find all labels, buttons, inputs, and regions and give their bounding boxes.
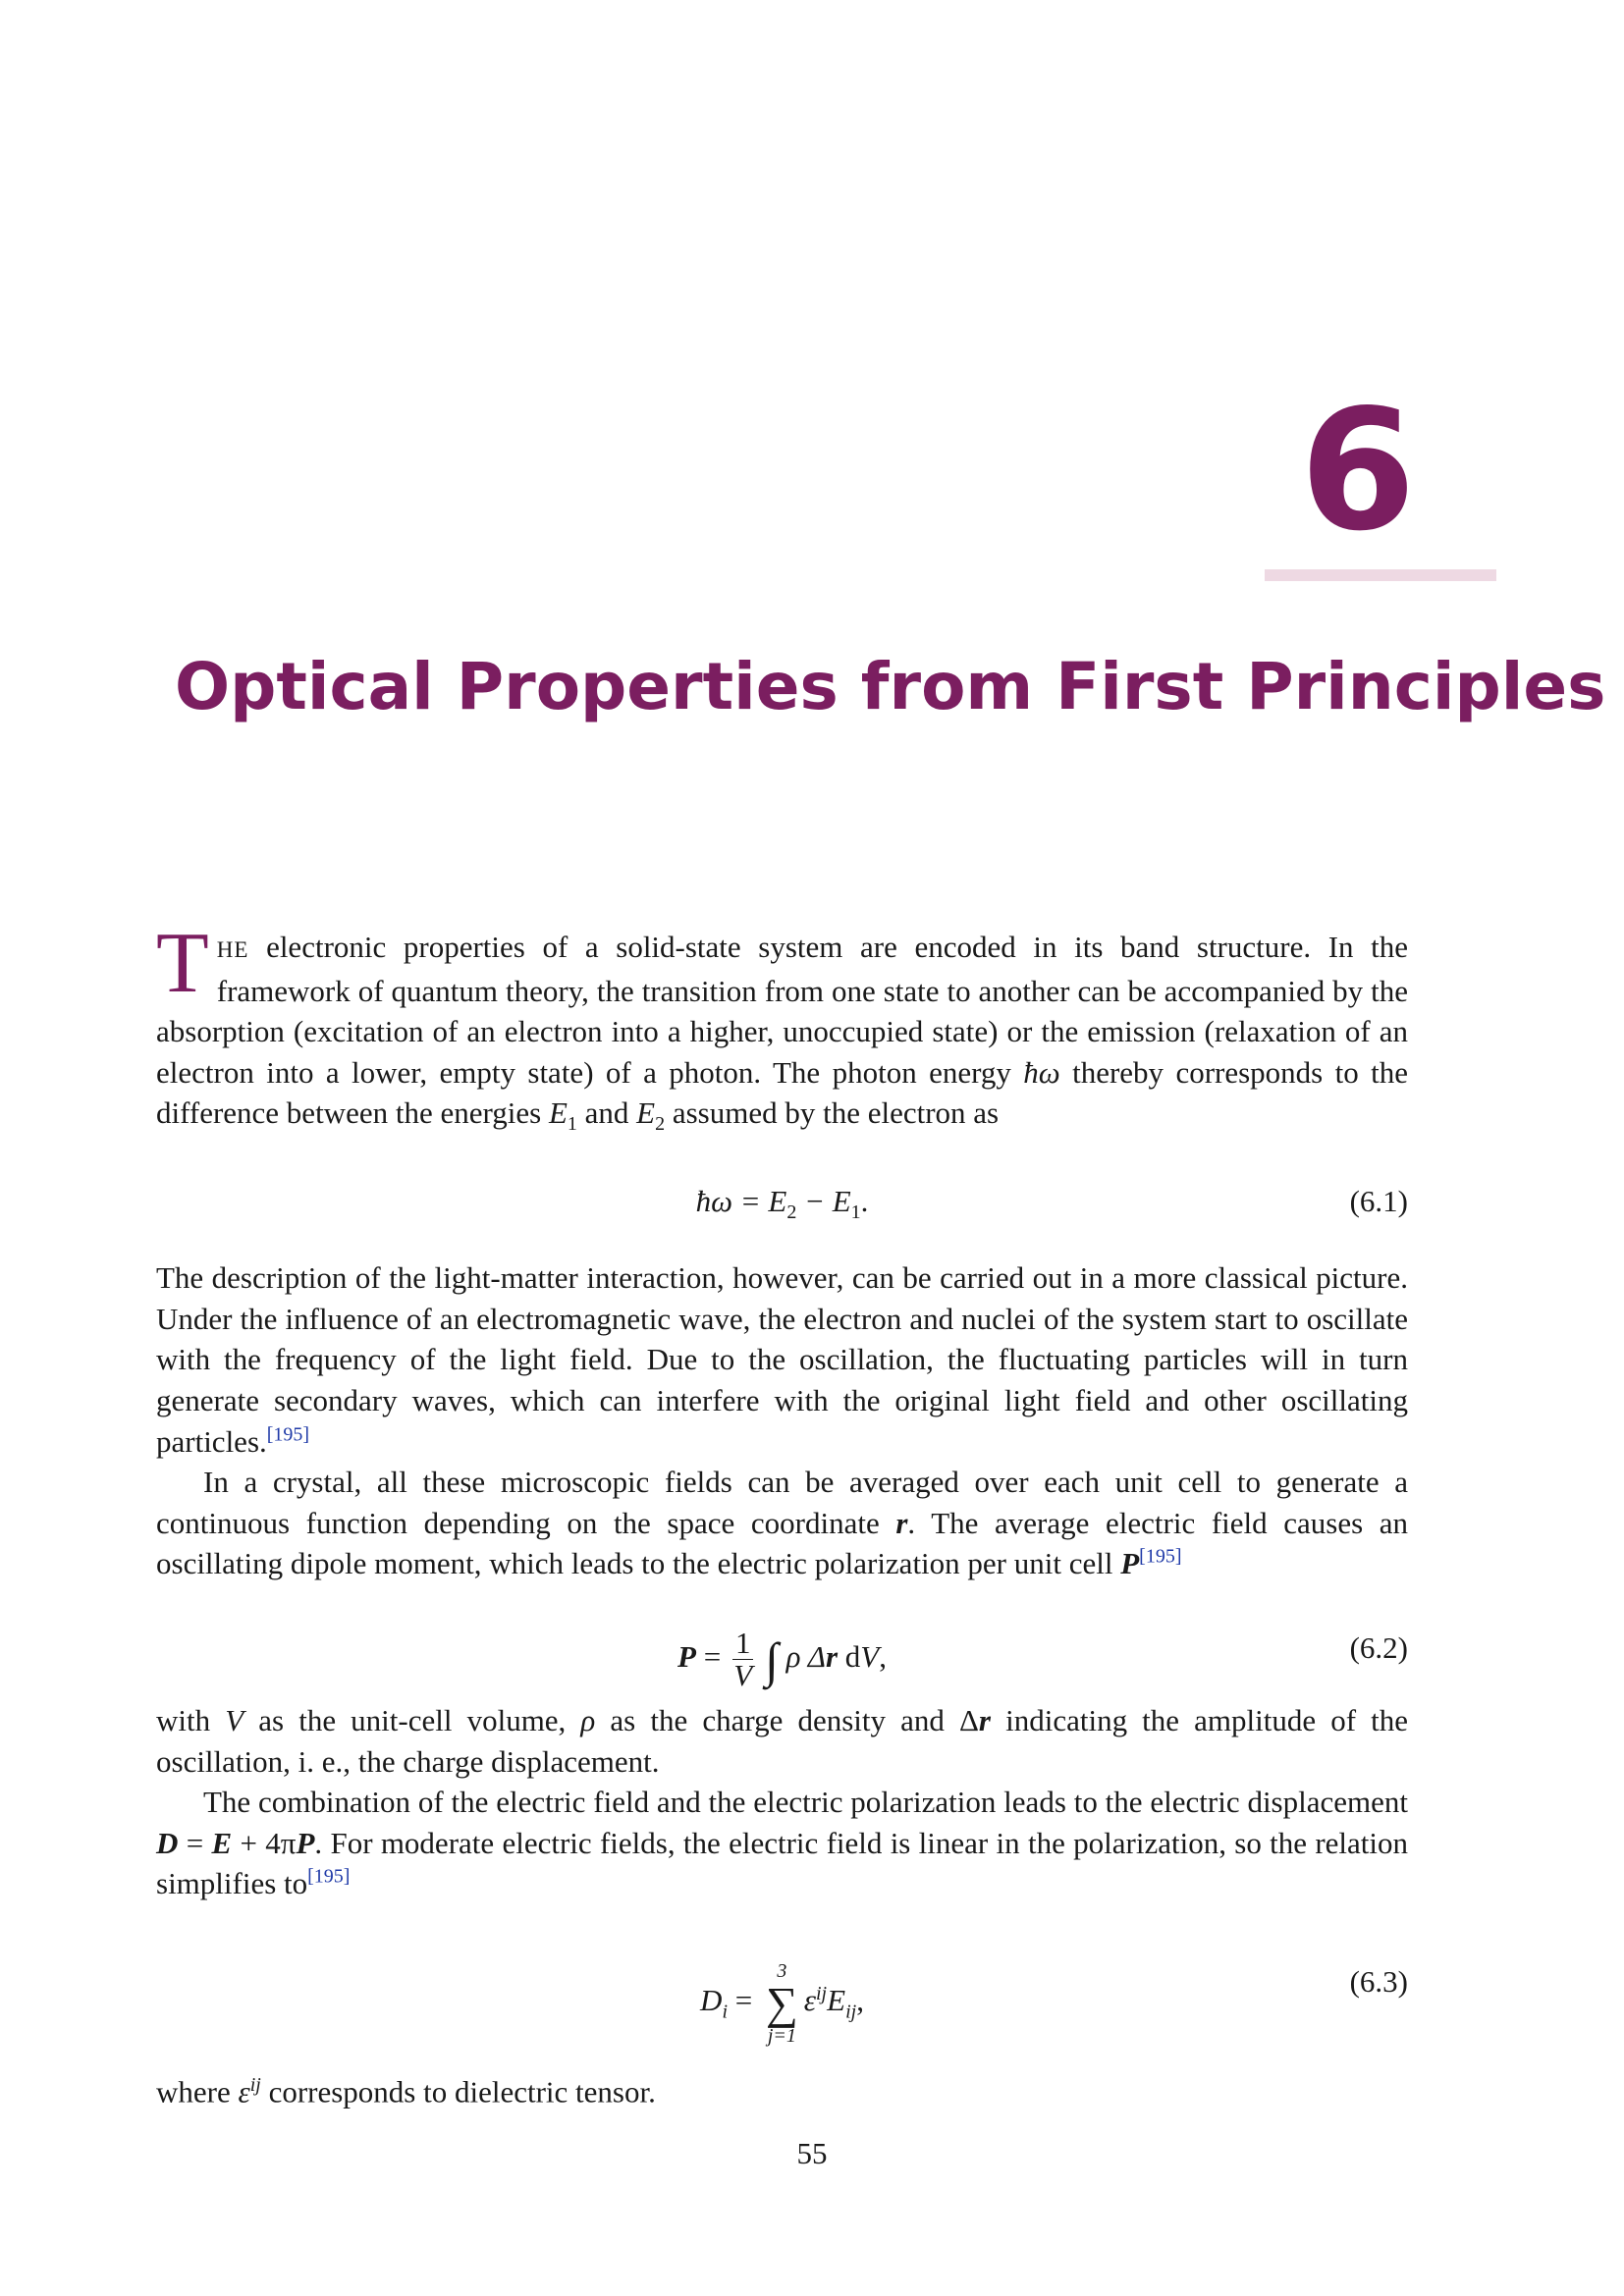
drop-cap: T <box>156 916 209 1011</box>
equation-number: (6.3) <box>1349 1963 1408 1999</box>
citation[interactable]: [195] <box>266 1423 310 1446</box>
equation-6-2: P = $\frac{1}{V}$ ∫ ρ Δr dV, (6.2) <box>677 1625 1408 1693</box>
page-number: 55 <box>796 2136 828 2170</box>
citation[interactable]: [195] <box>307 1865 351 1888</box>
equation-number: (6.1) <box>1349 1184 1408 1219</box>
chapter-number: 6 <box>1299 374 1416 568</box>
citation[interactable]: [195] <box>1139 1545 1182 1568</box>
equation-6-3: $D_i$ = 3 ∑ j=1 $\varepsilon^{ij}E_{ij}$, (6.3) <box>700 1959 1408 2047</box>
paragraph-unit-cell: with V as the unit-cell volume, ρ as the charge density and Δr indicating the amplitude of the oscillation, i. e., the charge displacement. <box>156 1702 1409 1779</box>
equation-6-1: ħω = $E_2 - E_1$. (6.1) <box>156 1167 1408 1236</box>
paragraph-crystal: In a crystal, all these microscopic fields can be averaged over each unit cell to generate a continuous function depending on the space coordinate r. The average electric field causes an oscillating dipole moment, which leads to the electric polarization per unit cell P[195] <box>156 1465 1409 1581</box>
chapter-rule <box>1265 569 1496 581</box>
paragraph-light-matter: The description of the light-matter interaction, however, can be carried out in a more classical picture. Under the influence of an electromagnetic wave, the electron and nuclei of the system start to oscillate with the frequency of the light field. Due to the oscillation, the fluctuating particles will in turn generate secondary waves, which can interfere with the original light field and other oscillating particles.[195] <box>156 1260 1408 1459</box>
chapter-body <box>156 916 1409 2112</box>
paragraph-intro: THE electronic properties of a solid-state system are encoded in its band structure. In the framework of quantum theory, the transition from one state to another can be accompanied by the absorption (excitation of an electron into a higher, unoccupied state) or the emission (relaxation of an electron into a lower, empty state) of a photon. The photon energy ħω thereby corresponds to the difference between the energies $E_1$ and $E_2$ assumed by the electron as <box>156 916 1409 1136</box>
paragraph-displacement: The combination of the electric field and the electric polarization leads to the electric displacement D = E + 4πP. For moderate electric fields, the electric field is linear in the polarization, so the relation simplifies to[195] <box>156 1785 1409 1901</box>
equation-number: (6.2) <box>1349 1629 1408 1665</box>
chapter-title: Optical Properties from First Principles <box>175 649 1606 724</box>
small-caps: HE <box>216 937 249 962</box>
paragraph-dielectric: where $\varepsilon^{ij}$ corresponds to dielectric tensor. <box>156 2073 656 2109</box>
